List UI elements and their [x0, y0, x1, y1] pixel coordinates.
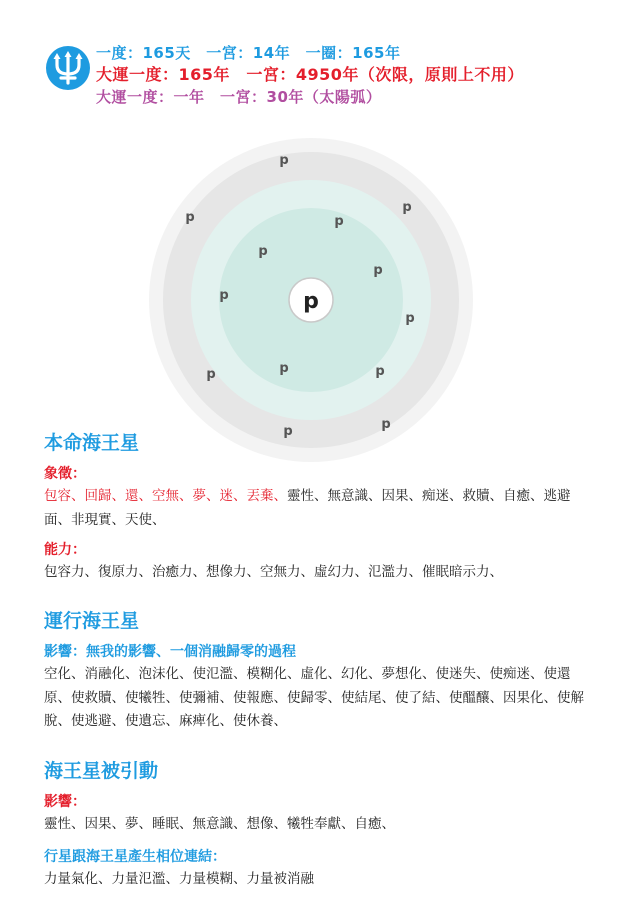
neptune-symbol-icon: [46, 46, 90, 90]
center-label: p: [303, 289, 319, 314]
aspect-heading: 行星跟海王星產生相位連結：: [44, 848, 226, 865]
symbol-text: [44, 485, 592, 532]
ring-label-10: p: [279, 361, 289, 376]
section-transit-neptune: [44, 608, 592, 734]
ring-label-13: p: [381, 417, 391, 432]
section-natal-neptune: [44, 430, 592, 585]
concentric-circle-diagram: [148, 137, 474, 463]
ring-label-4: p: [334, 214, 344, 229]
ring-label-1: p: [279, 153, 289, 168]
ring-label-2: p: [185, 210, 195, 225]
ring-label-3: p: [402, 200, 412, 215]
section-title: 本命海王星: [44, 432, 140, 454]
ability-heading: 能力：: [44, 542, 86, 558]
section-neptune-triggered: [44, 758, 592, 891]
influence-heading: 影響：無我的影響、一個消融歸零的過程: [44, 644, 296, 660]
ring-label-5: p: [258, 244, 268, 259]
ability-text: 包容力、復原力、治癒力、想像力、空無力、虛幻力、氾濫力、催眠暗示力、: [44, 564, 503, 580]
aspect-text: 力量氣化、力量氾濫、力量模糊、力量被消融: [44, 870, 314, 887]
header-line-major-period: 大運一度：165年 一宮：4950年（次限，原則上不用）: [96, 65, 524, 84]
ring-label-12: p: [283, 424, 293, 439]
ring-label-9: p: [206, 367, 216, 382]
header-line-cycle: 一度：165天 一宮：14年 一圈：165年: [96, 44, 401, 62]
influence-text: 空化、消融化、泡沫化、使氾濫、模糊化、虛化、幻化、夢想化、使迷失、使痴迷、使還原、使救贖、使犧牲、使彌補、使報應、使歸零、使結尾、使了結、使醞釀、因果化、使解脫、使逃避、使遺忘、麻痺化、使休養、: [44, 666, 584, 729]
section-title: 運行海王星: [44, 610, 140, 632]
symbol-heading: 象徵：: [44, 466, 86, 482]
ring-label-7: p: [219, 288, 229, 303]
symbol-text-highlight: 包容、回歸、還、空無、夢、迷、丟棄、: [44, 488, 287, 504]
header-line-solar-arc: 大運一度：一年 一宮：30年（太陽弧）: [96, 88, 382, 106]
ring-label-6: p: [373, 263, 383, 278]
ring-label-11: p: [375, 364, 385, 379]
symbol-text-rest: 靈性、無意識、因果、痴迷、救贖、自癒、逃避面、非現實、天使、: [44, 488, 571, 528]
header-lines: [96, 42, 524, 108]
influence-text: 靈性、因果、夢、睡眠、無意識、想像、犧牲奉獻、自癒、: [44, 816, 395, 832]
section-title: 海王星被引動: [44, 760, 159, 782]
influence-heading: 影響：: [44, 794, 86, 810]
ring-label-8: p: [405, 311, 415, 326]
